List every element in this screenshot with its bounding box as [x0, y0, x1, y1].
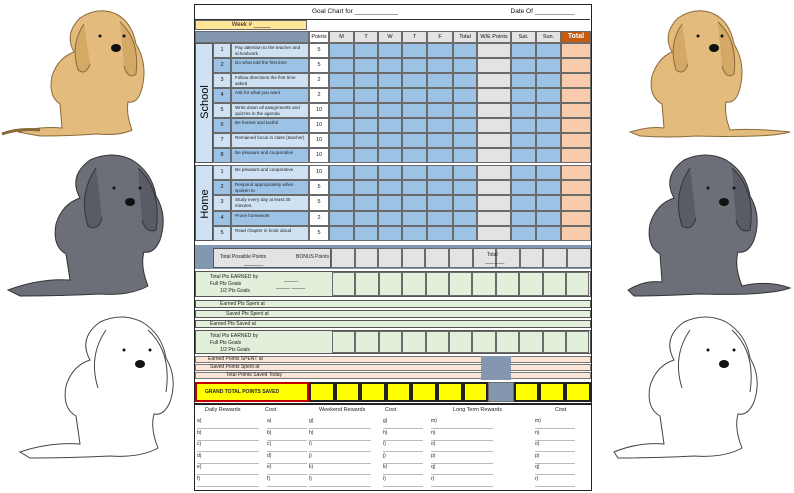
school-day-cell[interactable]	[378, 88, 402, 103]
home-row-number: 1	[213, 165, 231, 180]
home-day-cell[interactable]	[477, 165, 511, 180]
school-day-cell[interactable]	[536, 73, 561, 88]
home-day-cell[interactable]	[427, 195, 453, 210]
home-day-cell[interactable]	[378, 165, 402, 180]
home-section-label: Home	[195, 165, 213, 241]
school-day-cell[interactable]	[402, 73, 427, 88]
school-day-cell[interactable]	[453, 58, 477, 73]
possible-points-cell[interactable]	[567, 248, 591, 268]
school-day-cell[interactable]	[378, 73, 402, 88]
reward-slot[interactable]: r)	[535, 477, 575, 487]
reward-slot[interactable]: b)	[267, 431, 307, 441]
column-header-8: Sat.	[511, 31, 536, 43]
school-day-cell[interactable]	[402, 43, 427, 58]
earned-cell[interactable]	[472, 272, 495, 296]
home-day-cell[interactable]	[561, 226, 591, 241]
earned-cell[interactable]	[496, 272, 519, 296]
reward-slot[interactable]: l)	[383, 477, 423, 487]
home-day-cell[interactable]	[477, 226, 511, 241]
school-day-cell[interactable]	[453, 118, 477, 133]
column-header-5: F	[427, 31, 453, 43]
school-task-label: Write down all assignments and quizzes in the agenda	[231, 103, 309, 118]
possible-points-cell[interactable]	[331, 248, 355, 268]
reward-slot[interactable]: q)	[431, 465, 493, 475]
school-day-cell[interactable]	[378, 148, 402, 163]
column-header-3: W	[378, 31, 402, 43]
home-day-cell[interactable]	[511, 211, 536, 226]
home-task-label: Prove homework	[231, 211, 309, 226]
school-day-cell[interactable]	[427, 148, 453, 163]
school-day-cell[interactable]	[511, 148, 536, 163]
earned-cell[interactable]	[519, 272, 542, 296]
grand-total-cell[interactable]	[360, 382, 386, 402]
reward-slot[interactable]: g)	[309, 419, 371, 429]
earned-cell[interactable]	[379, 272, 402, 296]
reward-slot[interactable]: n)	[535, 431, 575, 441]
school-task-label: Do what told the first time	[231, 58, 309, 73]
school-day-cell[interactable]	[354, 148, 378, 163]
school-day-cell[interactable]	[561, 148, 591, 163]
home-day-cell[interactable]	[511, 195, 536, 210]
school-task-label: Remained focus in class (teacher)	[231, 133, 309, 148]
home-day-cell[interactable]	[402, 211, 427, 226]
earned-cell[interactable]	[355, 272, 378, 296]
possible-points-cell[interactable]	[355, 248, 379, 268]
reward-slot[interactable]: e)	[267, 465, 307, 475]
school-day-cell[interactable]	[536, 148, 561, 163]
home-day-cell[interactable]	[536, 180, 561, 195]
home-row-number: 4	[213, 211, 231, 226]
home-day-cell[interactable]	[561, 211, 591, 226]
home-day-cell[interactable]	[378, 180, 402, 195]
home-points-value: 5	[309, 180, 329, 195]
school-day-cell[interactable]	[477, 118, 511, 133]
home-day-cell[interactable]	[329, 180, 354, 195]
grey-dog-left-illustration	[0, 150, 190, 300]
reward-slot[interactable]: p)	[431, 454, 493, 464]
earned-cell[interactable]	[402, 331, 425, 353]
school-section-label: School	[195, 43, 213, 163]
school-task-label: Be honest and tactful	[231, 118, 309, 133]
school-day-cell[interactable]	[511, 58, 536, 73]
school-day-cell[interactable]	[536, 58, 561, 73]
earned-cell[interactable]	[449, 272, 472, 296]
rewards-header-1: Cost	[265, 407, 277, 413]
school-day-cell[interactable]	[477, 58, 511, 73]
school-day-cell[interactable]	[561, 133, 591, 148]
rewards-header-0: Daily Rewards	[205, 407, 241, 413]
reward-slot[interactable]: n)	[431, 431, 493, 441]
reward-slot[interactable]: i)	[309, 442, 371, 452]
home-day-cell[interactable]	[453, 165, 477, 180]
school-day-cell[interactable]	[561, 43, 591, 58]
grand-total-cell[interactable]	[411, 382, 437, 402]
home-day-cell[interactable]	[536, 211, 561, 226]
home-day-cell[interactable]	[561, 180, 591, 195]
school-day-cell[interactable]	[378, 58, 402, 73]
school-task-label: Follow directions the first time asked	[231, 73, 309, 88]
school-day-cell[interactable]	[402, 118, 427, 133]
home-day-cell[interactable]	[511, 165, 536, 180]
school-day-cell[interactable]	[329, 103, 354, 118]
school-points-value: 2	[309, 88, 329, 103]
reward-slot[interactable]: j)	[309, 454, 371, 464]
school-task-label: Be pleasant and cooperative	[231, 148, 309, 163]
school-day-cell[interactable]	[354, 88, 378, 103]
home-day-cell[interactable]	[354, 165, 378, 180]
school-rows	[213, 43, 591, 163]
school-day-cell[interactable]	[511, 73, 536, 88]
column-header-7: W/E Points	[477, 31, 511, 43]
earned-cell[interactable]	[332, 272, 355, 296]
earned-cell[interactable]	[519, 331, 542, 353]
school-points-value: 10	[309, 133, 329, 148]
earned-row-2: Total Pts EARNED by Full Pts Goals 1/2 Pts Goals	[195, 330, 591, 354]
school-day-cell[interactable]	[329, 73, 354, 88]
home-day-cell[interactable]	[402, 195, 427, 210]
grand-total-cell[interactable]	[463, 382, 489, 402]
home-day-cell[interactable]	[354, 180, 378, 195]
home-row-number: 5	[213, 226, 231, 241]
school-day-cell[interactable]	[561, 118, 591, 133]
column-header-9: Sun.	[536, 31, 561, 43]
school-day-cell[interactable]	[536, 133, 561, 148]
school-day-cell[interactable]	[427, 133, 453, 148]
possible-points-cell[interactable]	[520, 248, 544, 268]
school-row-number: 1	[213, 43, 231, 58]
earned-cell[interactable]	[449, 331, 472, 353]
school-day-cell[interactable]	[378, 43, 402, 58]
outline-dog-left-illustration	[0, 310, 190, 460]
school-row-number: 7	[213, 133, 231, 148]
school-day-cell[interactable]	[561, 73, 591, 88]
rewards-table	[195, 403, 591, 490]
chart-date: Date Of ___________	[510, 8, 575, 15]
school-day-cell[interactable]	[427, 88, 453, 103]
reward-slot[interactable]: k)	[309, 465, 371, 475]
earned-cell[interactable]	[379, 331, 402, 353]
school-task-label: Ask for what you want	[231, 88, 309, 103]
school-day-cell[interactable]	[477, 103, 511, 118]
school-day-cell[interactable]	[378, 133, 402, 148]
school-day-cell[interactable]	[378, 103, 402, 118]
school-day-cell[interactable]	[402, 148, 427, 163]
earned-cell[interactable]	[543, 272, 566, 296]
home-day-cell[interactable]	[536, 165, 561, 180]
home-row-number: 2	[213, 180, 231, 195]
school-day-cell[interactable]	[536, 43, 561, 58]
school-day-cell[interactable]	[453, 88, 477, 103]
home-row-number: 3	[213, 195, 231, 210]
grand-total-cell[interactable]	[539, 382, 565, 402]
school-day-cell[interactable]	[453, 73, 477, 88]
school-day-cell[interactable]	[477, 73, 511, 88]
home-day-cell[interactable]	[427, 180, 453, 195]
reward-slot[interactable]: q)	[535, 465, 575, 475]
home-points-value: 5	[309, 195, 329, 210]
reward-slot[interactable]: e)	[197, 465, 259, 475]
earned-cell[interactable]	[543, 331, 566, 353]
reward-slot[interactable]: f)	[267, 477, 307, 487]
home-rows	[213, 165, 591, 241]
possible-points-row: Total Possible Points BONUS Points _______ Total _______	[195, 245, 591, 269]
grand-total-cell[interactable]	[335, 382, 361, 402]
rewards-header-2: Weekend Rewards	[319, 407, 366, 413]
school-day-cell[interactable]	[536, 88, 561, 103]
school-row-number: 5	[213, 103, 231, 118]
school-day-cell[interactable]	[477, 148, 511, 163]
home-day-cell[interactable]	[561, 165, 591, 180]
reward-slot[interactable]: k)	[383, 465, 423, 475]
school-day-cell[interactable]	[427, 118, 453, 133]
reward-slot[interactable]: f)	[197, 477, 259, 487]
possible-points-cell[interactable]	[543, 248, 567, 268]
column-header-1: M	[329, 31, 354, 43]
school-day-cell[interactable]	[354, 58, 378, 73]
earned-cell[interactable]	[426, 272, 449, 296]
school-day-cell[interactable]	[402, 133, 427, 148]
school-day-cell[interactable]	[561, 58, 591, 73]
home-day-cell[interactable]	[402, 180, 427, 195]
school-day-cell[interactable]	[378, 118, 402, 133]
school-day-cell[interactable]	[402, 58, 427, 73]
school-day-cell[interactable]	[329, 118, 354, 133]
home-task-label: Study every day at least 30 minutes.	[231, 195, 309, 210]
rewards-header-3: Cost	[385, 407, 397, 413]
saved-row: Saved Pts Spent at	[195, 310, 591, 318]
possible-points-cell[interactable]	[402, 248, 426, 268]
home-day-cell[interactable]	[378, 195, 402, 210]
school-day-cell[interactable]	[402, 103, 427, 118]
school-day-cell[interactable]	[354, 73, 378, 88]
column-header-4: T	[402, 31, 427, 43]
home-day-cell[interactable]	[354, 211, 378, 226]
home-day-cell[interactable]	[402, 226, 427, 241]
school-day-cell[interactable]	[511, 43, 536, 58]
earned-cell[interactable]	[472, 331, 495, 353]
home-day-cell[interactable]	[453, 195, 477, 210]
reward-slot[interactable]: i)	[383, 442, 423, 452]
home-day-cell[interactable]	[536, 195, 561, 210]
school-day-cell[interactable]	[511, 88, 536, 103]
home-day-cell[interactable]	[427, 211, 453, 226]
reward-slot[interactable]: o)	[431, 442, 493, 452]
possible-points-cell[interactable]	[425, 248, 449, 268]
home-day-cell[interactable]	[427, 165, 453, 180]
header-spacer	[195, 31, 309, 43]
column-header-row	[195, 31, 591, 43]
tan-dog-right-illustration	[600, 4, 794, 139]
school-day-cell[interactable]	[561, 103, 591, 118]
spent-row: Earned Pts Spent at	[195, 300, 591, 308]
total-label: Total	[487, 252, 498, 258]
total-blank: _______	[485, 259, 505, 265]
school-day-cell[interactable]	[453, 43, 477, 58]
school-day-cell[interactable]	[329, 58, 354, 73]
home-day-cell[interactable]	[453, 180, 477, 195]
reward-slot[interactable]: d)	[267, 454, 307, 464]
school-points-value: 10	[309, 148, 329, 163]
school-points-value: 5	[309, 58, 329, 73]
school-day-cell[interactable]	[354, 118, 378, 133]
column-header-6: Total	[453, 31, 477, 43]
home-points-value: 5	[309, 226, 329, 241]
reward-slot[interactable]: a)	[197, 419, 259, 429]
school-day-cell[interactable]	[329, 148, 354, 163]
home-day-cell[interactable]	[329, 165, 354, 180]
home-day-cell[interactable]	[477, 195, 511, 210]
grand-total-cell[interactable]	[437, 382, 463, 402]
reward-slot[interactable]: h)	[309, 431, 371, 441]
home-task-label: Read chapter in book aloud	[231, 226, 309, 241]
week-label: Week # _____	[231, 22, 271, 28]
chart-title: Goal Chart for ____________	[311, 8, 398, 15]
rewards-header-5: Cost	[555, 407, 567, 413]
school-day-cell[interactable]	[329, 88, 354, 103]
school-row-number: 2	[213, 58, 231, 73]
home-day-cell[interactable]	[354, 195, 378, 210]
earned-cell[interactable]	[496, 331, 519, 353]
school-day-cell[interactable]	[329, 133, 354, 148]
home-day-cell[interactable]	[561, 195, 591, 210]
grand-gap	[488, 382, 514, 402]
school-points-value: 2	[309, 73, 329, 88]
school-row-number: 4	[213, 88, 231, 103]
reward-slot[interactable]: h)	[383, 431, 423, 441]
school-day-cell[interactable]	[536, 103, 561, 118]
column-header-2: T	[354, 31, 378, 43]
earned-cell[interactable]	[402, 272, 425, 296]
grand-total-row: GRAND TOTAL POINTS SAVED	[195, 382, 591, 402]
school-day-cell[interactable]	[453, 133, 477, 148]
school-day-cell[interactable]	[511, 133, 536, 148]
home-day-cell[interactable]	[511, 226, 536, 241]
school-day-cell[interactable]	[477, 88, 511, 103]
earned-row-1: Total Pts EARNED by Full Pts Goals 1/2 Pts Goals _____ _____ _____	[195, 271, 591, 297]
possible-points-cell[interactable]	[449, 248, 473, 268]
outline-dog-right-illustration	[598, 310, 794, 460]
possible-points-cell[interactable]	[378, 248, 402, 268]
grand-total-cell[interactable]	[514, 382, 540, 402]
school-day-cell[interactable]	[354, 43, 378, 58]
home-day-cell[interactable]	[378, 226, 402, 241]
school-day-cell[interactable]	[561, 88, 591, 103]
home-points-value: 2	[309, 211, 329, 226]
reward-slot[interactable]: m)	[535, 419, 575, 429]
school-day-cell[interactable]	[477, 43, 511, 58]
earned-cell[interactable]	[566, 272, 589, 296]
reward-slot[interactable]: b)	[197, 431, 259, 441]
school-day-cell[interactable]	[329, 43, 354, 58]
week-field[interactable]	[195, 20, 307, 30]
reward-slot[interactable]: l)	[309, 477, 371, 487]
school-day-cell[interactable]	[453, 148, 477, 163]
school-day-cell[interactable]	[427, 103, 453, 118]
home-day-cell[interactable]	[477, 211, 511, 226]
school-row-number: 8	[213, 148, 231, 163]
school-day-cell[interactable]	[511, 118, 536, 133]
home-day-cell[interactable]	[329, 211, 354, 226]
earned-cell[interactable]	[355, 331, 378, 353]
tan-dog-left-illustration	[0, 4, 160, 139]
reward-slot[interactable]: j)	[383, 454, 423, 464]
home-day-cell[interactable]	[329, 195, 354, 210]
school-day-cell[interactable]	[402, 88, 427, 103]
earned-cell[interactable]	[426, 331, 449, 353]
reward-slot[interactable]: m)	[431, 419, 493, 429]
school-day-cell[interactable]	[427, 58, 453, 73]
school-day-cell[interactable]	[354, 133, 378, 148]
home-day-cell[interactable]	[354, 226, 378, 241]
home-day-cell[interactable]	[536, 226, 561, 241]
home-day-cell[interactable]	[378, 211, 402, 226]
school-task-label: Pay attention to the teacher and schoolwork	[231, 43, 309, 58]
reward-slot[interactable]: a)	[267, 419, 307, 429]
school-points-value: 5	[309, 43, 329, 58]
school-day-cell[interactable]	[427, 43, 453, 58]
home-day-cell[interactable]	[511, 180, 536, 195]
home-points-value: 10	[309, 165, 329, 180]
school-row-number: 3	[213, 73, 231, 88]
reward-slot[interactable]: r)	[431, 477, 493, 487]
earned-cell[interactable]	[332, 331, 355, 353]
school-day-cell[interactable]	[536, 118, 561, 133]
grand-total-cell[interactable]	[565, 382, 591, 402]
reward-slot[interactable]: g)	[383, 419, 423, 429]
grand-total-cell[interactable]	[386, 382, 412, 402]
school-day-cell[interactable]	[511, 103, 536, 118]
home-day-cell[interactable]	[453, 226, 477, 241]
reward-slot[interactable]: c)	[197, 442, 259, 452]
grand-total-cell[interactable]	[309, 382, 335, 402]
reward-slot[interactable]: o)	[535, 442, 575, 452]
school-row-number: 6	[213, 118, 231, 133]
school-day-cell[interactable]	[477, 133, 511, 148]
column-header-10: Total	[561, 31, 591, 43]
earned-cell[interactable]	[566, 331, 589, 353]
reward-slot[interactable]: d)	[197, 454, 259, 464]
reward-slot[interactable]: p)	[535, 454, 575, 464]
reward-slot[interactable]: c)	[267, 442, 307, 452]
rewards-header-4: Long Term Rewards	[453, 407, 503, 413]
school-points-value: 10	[309, 103, 329, 118]
home-day-cell[interactable]	[477, 180, 511, 195]
home-day-cell[interactable]	[329, 226, 354, 241]
goal-chart-sheet	[194, 4, 592, 491]
home-day-cell[interactable]	[453, 211, 477, 226]
home-task-label: Be pleasant and cooperative	[231, 165, 309, 180]
school-points-value: 10	[309, 118, 329, 133]
spent-saved-block: Earned Points SPENT at Saved Points Spent at Total Points Saved Today	[195, 356, 591, 380]
column-header-0: Points	[309, 31, 329, 43]
grey-dog-right-illustration	[598, 150, 794, 300]
home-day-cell[interactable]	[427, 226, 453, 241]
home-task-label: Respond appropriately when spoken to	[231, 180, 309, 195]
school-day-cell[interactable]	[427, 73, 453, 88]
school-day-cell[interactable]	[354, 103, 378, 118]
school-day-cell[interactable]	[453, 103, 477, 118]
saved-row-2: Earned Pts Saved at	[195, 320, 591, 328]
home-day-cell[interactable]	[402, 165, 427, 180]
